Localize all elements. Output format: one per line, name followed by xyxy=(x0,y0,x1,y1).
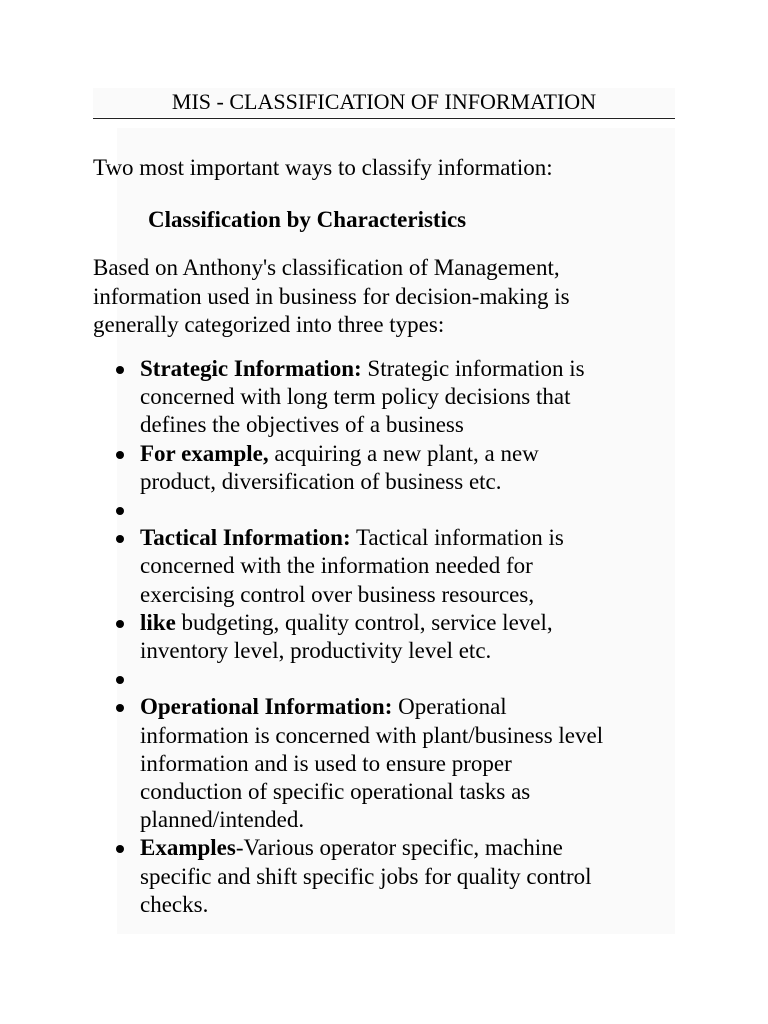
bullet-line: product, diversification of business etc. xyxy=(140,468,502,494)
bullet-text: Tactical information is xyxy=(350,525,564,551)
bullet-line: inventory level, productivity level etc. xyxy=(140,638,492,664)
bullet-tactical-example xyxy=(113,609,683,665)
bullet-line: information is concerned with plant/business level xyxy=(140,722,604,748)
paragraph-line: information used in business for decision-making is xyxy=(93,283,570,309)
bullet-icon xyxy=(116,366,124,374)
bullet-empty xyxy=(113,665,683,693)
bullet-line: defines the objectives of a business xyxy=(140,412,464,438)
bullet-strategic-information xyxy=(113,355,683,440)
bullet-lead: Strategic Information: xyxy=(140,356,362,381)
bullet-lead: Tactical Information: xyxy=(140,525,351,551)
bullet-icon xyxy=(116,620,124,628)
bullet-text: Strategic information is xyxy=(361,356,585,381)
bullet-icon xyxy=(116,676,124,684)
bullet-line xyxy=(140,609,683,637)
bullet-text: Operational xyxy=(392,694,507,720)
page-title: MIS - CLASSIFICATION OF INFORMATION xyxy=(171,89,597,114)
bullet-operational-information xyxy=(113,693,683,834)
bullet-line: planned/intended. xyxy=(140,807,305,833)
bullet-icon xyxy=(116,535,124,543)
bullet-line: concerned with long term policy decisions that xyxy=(140,384,571,410)
bullet-line: conduction of specific operational tasks as xyxy=(140,779,531,805)
bullet-text: -Various operator specific, machine xyxy=(235,835,563,861)
bullet-line xyxy=(140,693,683,721)
bullet-line xyxy=(140,665,683,693)
bullet-text: acquiring a new plant, a new xyxy=(268,440,539,466)
bullet-line: exercising control over business resources, xyxy=(140,581,535,607)
bullet-line xyxy=(140,834,683,862)
paragraph-line: Based on Anthony's classification of Management, xyxy=(93,255,560,280)
bullet-text: budgeting, quality control, service level, xyxy=(175,609,553,635)
bullet-line: specific and shift specific jobs for quality control xyxy=(140,863,592,889)
bullet-line: information and is used to ensure proper xyxy=(140,750,512,776)
bullet-line xyxy=(140,440,683,468)
section-heading: Classification by Characteristics xyxy=(148,207,467,232)
bullet-list xyxy=(113,355,683,919)
bullet-icon xyxy=(116,507,124,515)
bullet-lead: like xyxy=(140,609,176,635)
bullet-line xyxy=(140,496,683,524)
paragraph-line: generally categorized into three types: xyxy=(93,312,445,337)
bullet-operational-examples xyxy=(113,834,683,919)
title-underline xyxy=(93,118,675,119)
bullet-icon xyxy=(116,845,124,853)
bullet-empty xyxy=(113,496,683,524)
bullet-line: concerned with the information needed for xyxy=(140,553,533,579)
intro-text: Two most important ways to classify information: xyxy=(93,155,553,180)
bullet-strategic-example xyxy=(113,440,683,496)
bullet-lead: For example, xyxy=(140,440,269,466)
bullet-line: checks. xyxy=(140,891,209,917)
bullet-icon xyxy=(116,451,124,459)
bullet-lead: Examples xyxy=(140,835,236,861)
bullet-tactical-information xyxy=(113,524,683,609)
bullet-icon xyxy=(116,704,124,712)
bullet-line xyxy=(140,524,683,552)
bullet-lead: Operational Information: xyxy=(140,694,393,720)
bullet-line xyxy=(140,355,683,383)
intro-paragraph xyxy=(93,254,673,340)
